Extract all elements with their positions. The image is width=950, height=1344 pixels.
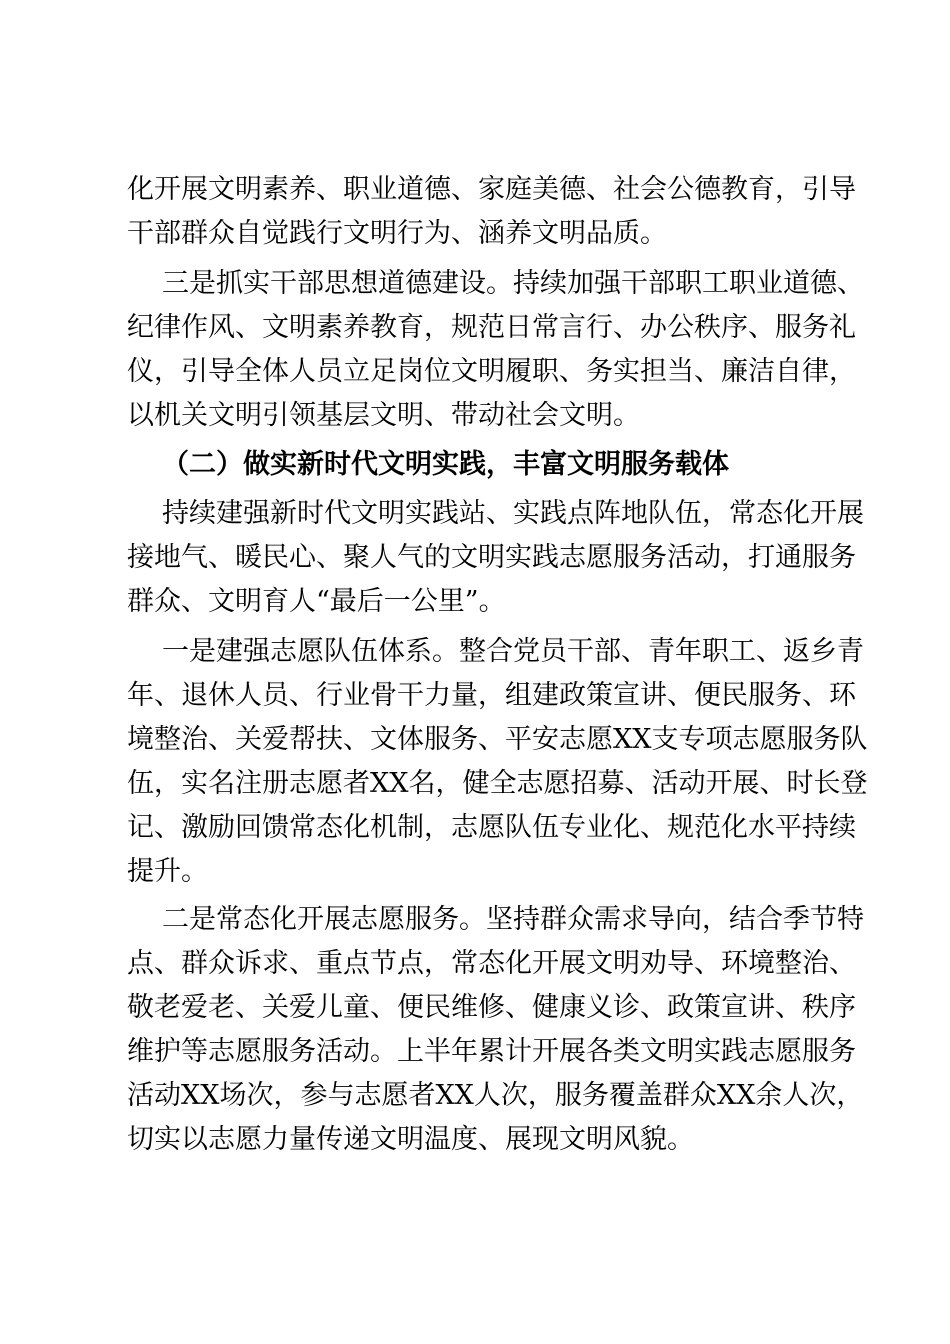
body-text-line: 接地气、暖民心、聚人气的文明实践志愿服务活动，打通服务 — [127, 542, 856, 573]
body-text-line: 记、激励回馈常态化机制，志愿队伍专业化、规范化水平持续 — [127, 812, 856, 843]
body-text-line: 仪，引导全体人员立足岗位文明履职、务实担当、廉洁自律， — [127, 356, 856, 387]
body-text-line: 群众、文明育人“最后一公里”。 — [127, 586, 506, 617]
section-heading: （二）做实新时代文明实践，丰富文明服务载体 — [162, 449, 729, 480]
body-text-line: 切实以志愿力量传递文明温度、展现文明风貌。 — [127, 1124, 694, 1155]
body-text-line: 提升。 — [127, 856, 208, 887]
paragraph-first-line: 持续建强新时代文明实践站、实践点阵地队伍，常态化开展 — [162, 498, 864, 529]
paragraph-first-line: 一是建强志愿队伍体系。整合党员干部、青年职工、返乡青 — [162, 636, 864, 667]
body-text-line: 活动XX场次，参与志愿者XX人次，服务覆盖群众XX余人次， — [127, 1080, 864, 1111]
body-text-line: 境整治、关爱帮扶、文体服务、平安志愿XX支专项志愿服务队 — [127, 724, 868, 755]
body-text-line: 以机关文明引领基层文明、带动社会文明。 — [127, 400, 640, 431]
body-text-line: 化开展文明素养、职业道德、家庭美德、社会公德教育，引导 — [127, 174, 856, 205]
body-text-line: 维护等志愿服务活动。上半年累计开展各类文明实践志愿服务 — [127, 1036, 856, 1067]
body-text-line: 点、群众诉求、重点节点，常态化开展文明劝导、环境整治、 — [127, 948, 856, 979]
paragraph-first-line: 二是常态化开展志愿服务。坚持群众需求导向，结合季节特 — [162, 904, 864, 935]
body-text-line: 年、退休人员、行业骨干力量，组建政策宣讲、便民服务、环 — [127, 680, 856, 711]
body-text-line: 敬老爱老、关爱儿童、便民维修、健康义诊、政策宣讲、秩序 — [127, 992, 856, 1023]
body-text-line: 伍，实名注册志愿者XX名，健全志愿招募、活动开展、时长登 — [127, 768, 868, 799]
body-text-line: 干部群众自觉践行文明行为、涵养文明品质。 — [127, 218, 667, 249]
body-text-line: 纪律作风、文明素养教育，规范日常言行、办公秩序、服务礼 — [127, 312, 856, 343]
paragraph-first-line: 三是抓实干部思想道德建设。持续加强干部职工职业道德、 — [162, 268, 864, 299]
